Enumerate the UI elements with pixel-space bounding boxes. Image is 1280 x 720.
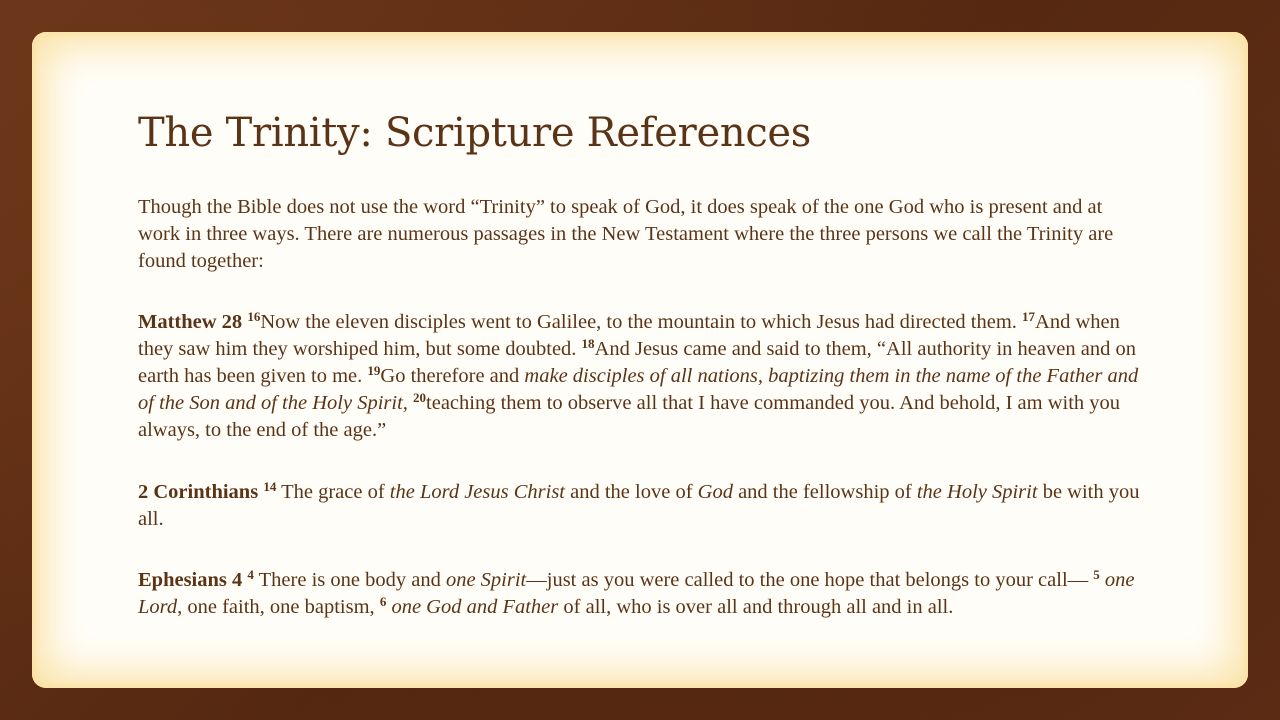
verse-text: of all, who is over all and through all and in all. xyxy=(563,596,954,618)
verse-text: , one faith, one baptism, xyxy=(177,596,375,618)
verse-number: 6 xyxy=(379,594,387,609)
verse-text: The grace of xyxy=(281,481,385,503)
verse-emphasis: God xyxy=(697,481,733,503)
verse-text: be with you all. xyxy=(138,481,1140,530)
verse-number: 16 xyxy=(247,309,261,324)
matthew-passage xyxy=(138,309,1148,444)
verse-emphasis: make disciples of all nations, baptizing them in the name of the Father and of the Son and of the Holy Spirit, xyxy=(138,365,1139,414)
verse-number: 5 xyxy=(1093,567,1100,582)
verse-number: 14 xyxy=(263,479,277,494)
corinthians-reference: 2 Corinthians xyxy=(138,481,259,503)
verse-number: 4 xyxy=(247,567,254,582)
verse-text: There is one body and xyxy=(258,569,441,591)
verse-text: and the fellowship of xyxy=(738,481,912,503)
corinthians-passage xyxy=(138,479,1148,533)
verse-emphasis: one God and Father xyxy=(391,596,559,618)
ephesians-passage xyxy=(138,567,1148,621)
verse-text: And when they saw him they worshiped him, but some doubted. xyxy=(138,311,1120,360)
verse-emphasis: the Holy Spirit xyxy=(916,481,1038,503)
matthew-reference: Matthew 28 xyxy=(138,311,243,333)
verse-text: Go therefore and xyxy=(380,365,520,387)
ephesians-reference: Ephesians 4 xyxy=(138,569,243,591)
verse-number: 18 xyxy=(581,336,595,351)
verse-emphasis: one Spirit xyxy=(445,569,527,591)
verse-text: —just as you were called to the one hope that belongs to your call— xyxy=(526,569,1089,591)
verse-text: And Jesus came and said to them, “All authority in heaven and on earth has been given to me. xyxy=(138,338,1136,387)
verse-text: Now the eleven disciples went to Galilee, to the mountain to which Jesus had directed them. xyxy=(260,311,1017,333)
slide-card xyxy=(32,32,1248,688)
verse-text: teaching them to observe all that I have commanded you. And behold, I am with you always, to the end of the age.” xyxy=(138,392,1121,441)
verse-text: and the love of xyxy=(570,481,693,503)
verse-number: 17 xyxy=(1022,309,1036,324)
verse-emphasis: the Lord Jesus Christ xyxy=(389,481,565,503)
verse-number: 20 xyxy=(413,390,427,405)
intro-paragraph: Though the Bible does not use the word “Trinity” to speak of God, it does speak of the one God who is present and at work in three ways. There are numerous passages in the New Testament where the three persons we call the Trinity are found together: xyxy=(138,196,1114,272)
slide-title: The Trinity: Scripture References xyxy=(138,110,812,156)
verse-number: 19 xyxy=(367,363,381,378)
verse-emphasis: one Lord xyxy=(138,569,1135,618)
